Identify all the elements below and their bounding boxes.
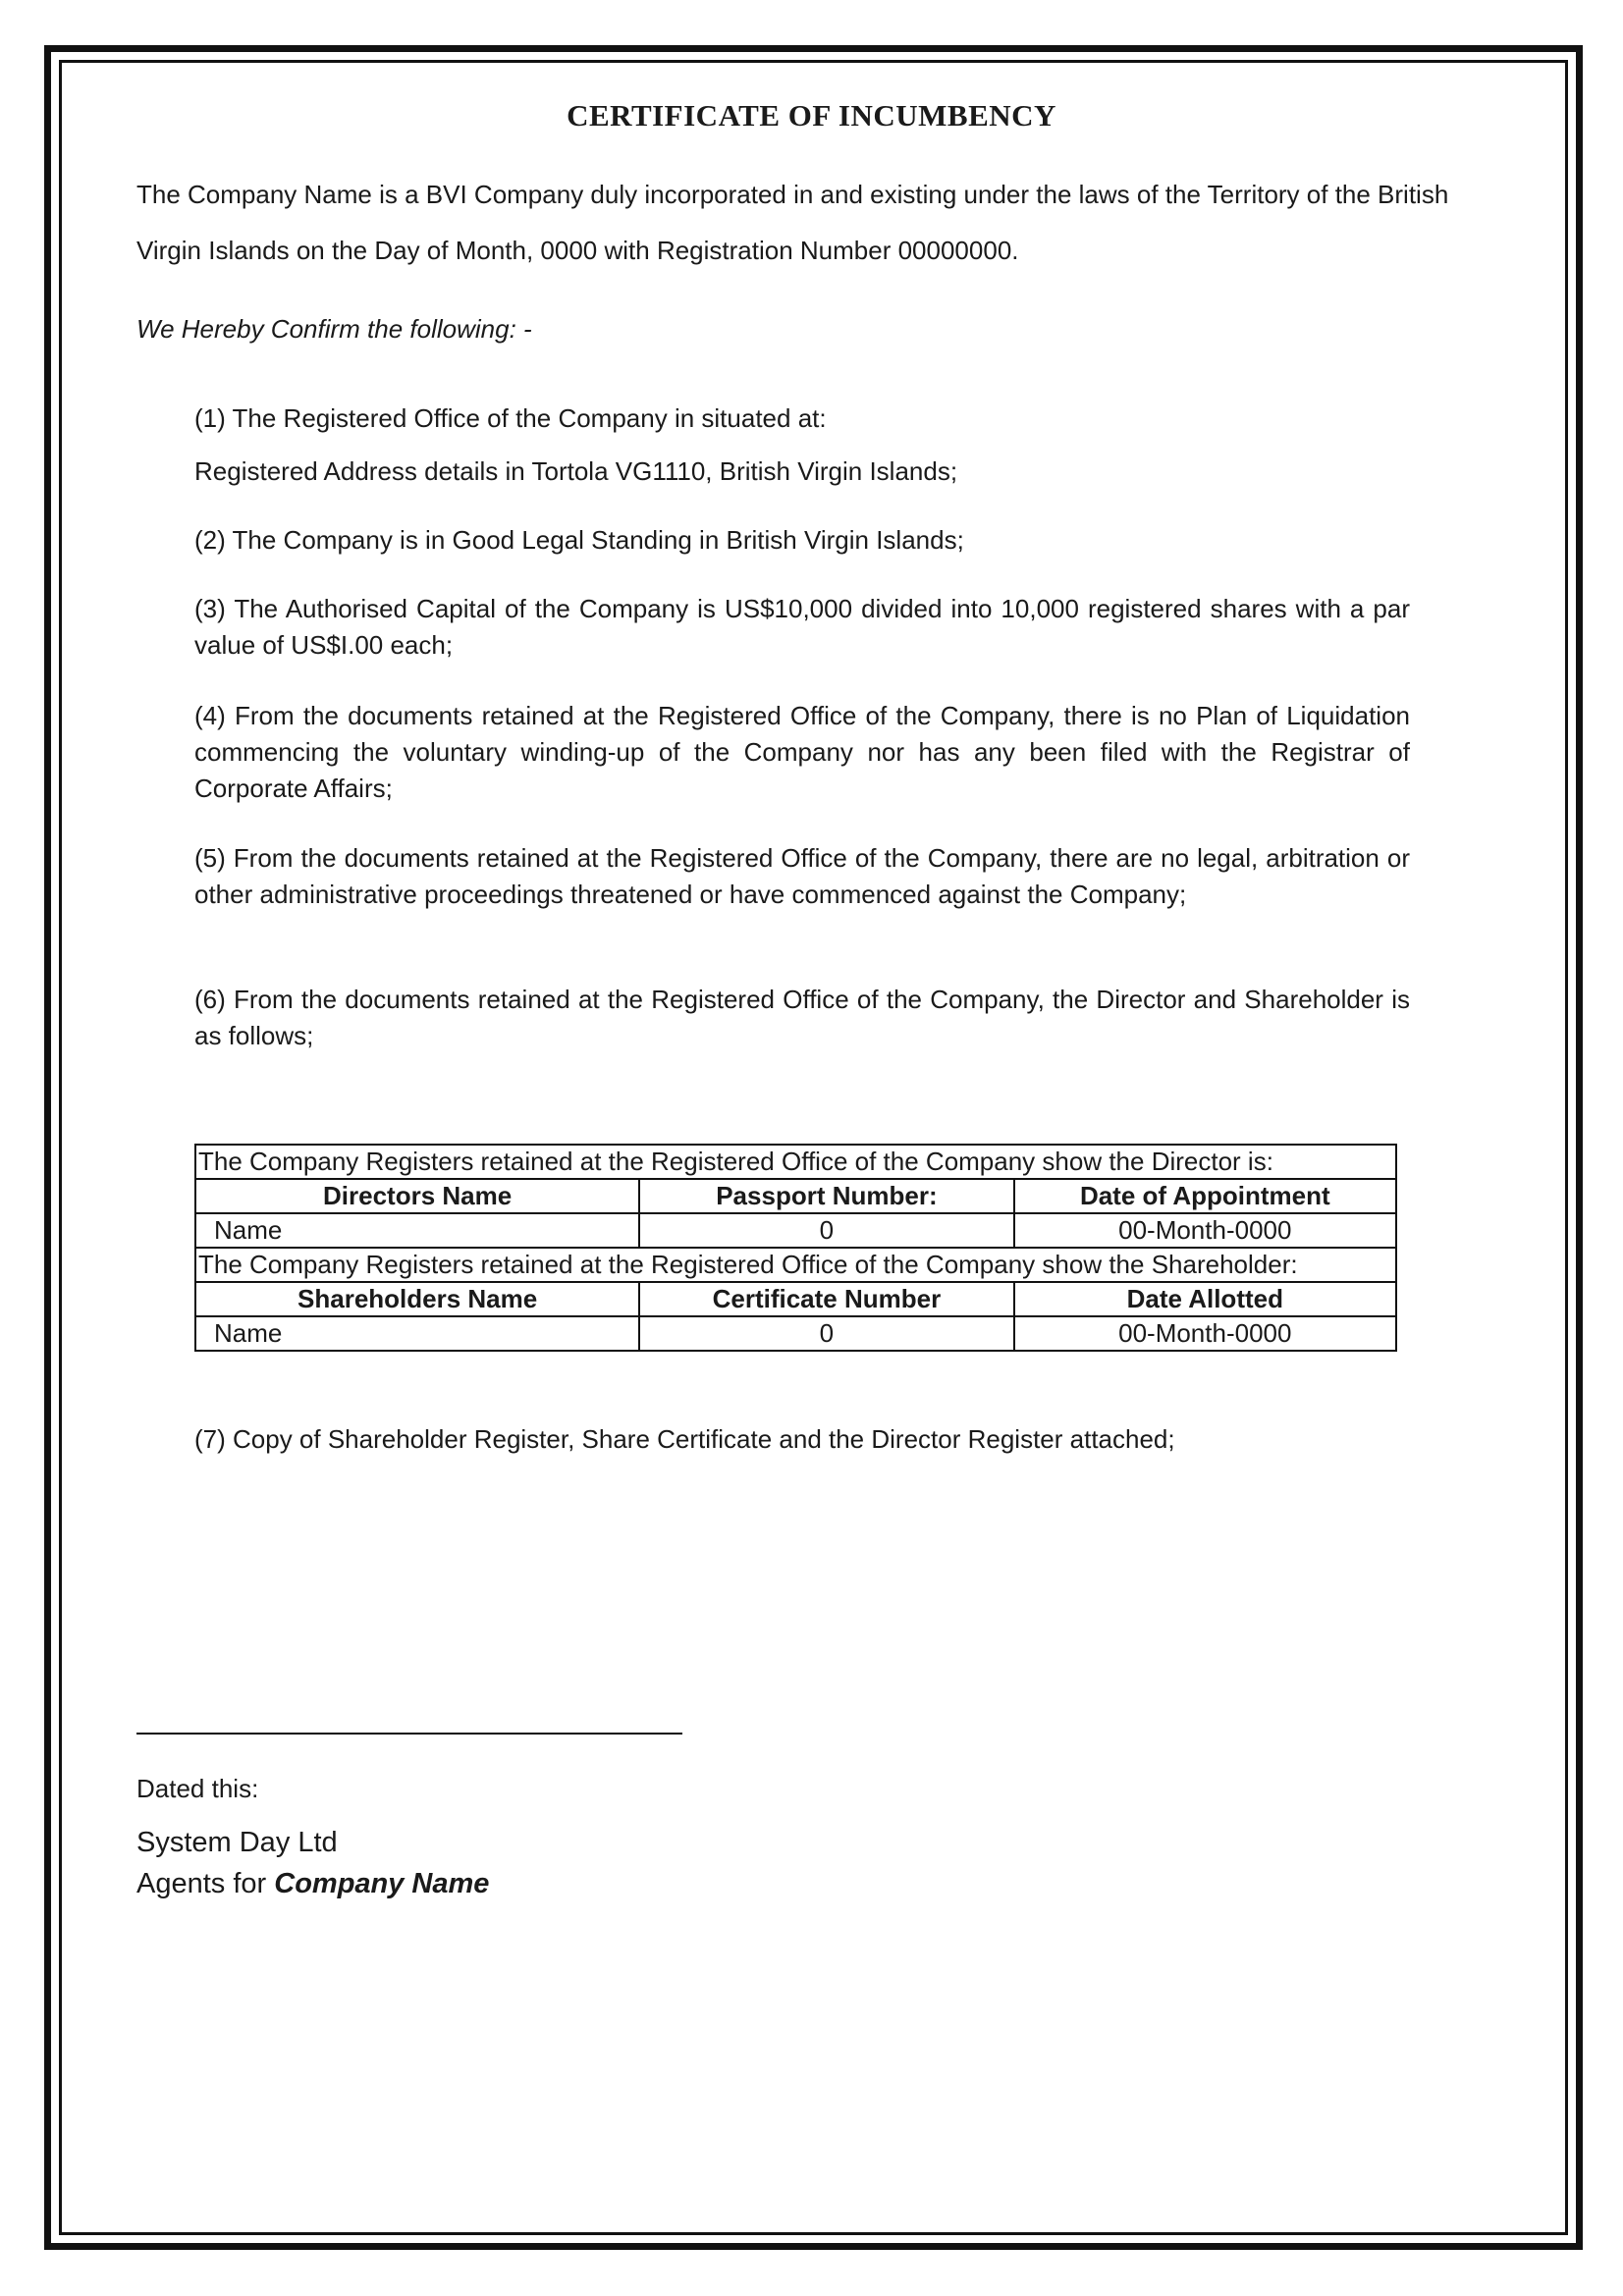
document-title: CERTIFICATE OF INCUMBENCY [567,98,1056,133]
column-header: Shareholders Name [195,1282,639,1316]
table-cell: Name [195,1316,639,1351]
dated-label: Dated this: [136,1774,259,1803]
table-row [195,1316,1396,1351]
table-row [195,1248,1396,1282]
column-header: Passport Number: [639,1179,1013,1213]
table-row [195,1179,1396,1213]
company-name: Company Name [274,1868,490,1899]
agent-name: System Day Ltd [136,1827,338,1858]
confirm-line: We Hereby Confirm the following: - [136,314,532,344]
item-1-address: Registered Address details in Tortola VG1110, British Virgin Islands; [194,456,958,486]
director-caption: The Company Registers retained at the Registered Office of the Company show the Director is: [195,1145,1396,1179]
column-header: Certificate Number [639,1282,1013,1316]
table-cell: 00-Month-0000 [1014,1316,1396,1351]
table-row [195,1282,1396,1316]
intro-paragraph: The Company Name is a BVI Company duly incorporated in and existing under the laws of the Territory of the British Virgin Islands on the Day of Month, 0000 with Registration Number 00000000. [136,180,1449,265]
item-7: (7) Copy of Shareholder Register, Share Certificate and the Director Register attached; [194,1424,1175,1454]
signature-line [136,1733,682,1735]
table-row [195,1145,1396,1179]
registers-table [194,1144,1397,1352]
agents-for-line [136,1863,824,1904]
table-cell: 00-Month-0000 [1014,1213,1396,1248]
item-4: (4) From the documents retained at the Registered Office of the Company, there is no Plan of Liquidation commencing the voluntary winding-up of the Company nor has any been filed with the Registrar of Corporate Affairs; [194,701,1410,803]
item-5: (5) From the documents retained at the Registered Office of the Company, there are no legal, arbitration or other administrative proceedings threatened or have commenced against the Company; [194,843,1410,909]
table-row [195,1213,1396,1248]
agents-for-label: Agents for [136,1868,267,1899]
shareholder-caption: The Company Registers retained at the Registered Office of the Company show the Shareholder: [195,1248,1396,1282]
table-cell: 0 [639,1213,1013,1248]
item-1: (1) The Registered Office of the Company in situated at: [194,403,827,433]
item-2: (2) The Company is in Good Legal Standing in British Virgin Islands; [194,525,964,555]
table-cell: 0 [639,1316,1013,1351]
item-6: (6) From the documents retained at the Registered Office of the Company, the Director and Shareholder is as follows; [194,985,1410,1050]
item-3: (3) The Authorised Capital of the Company is US$10,000 divided into 10,000 registered shares with a par value of US$I.00 each; [194,594,1410,660]
column-header: Directors Name [195,1179,639,1213]
table-cell: Name [195,1213,639,1248]
column-header: Date Allotted [1014,1282,1396,1316]
column-header: Date of Appointment [1014,1179,1396,1213]
